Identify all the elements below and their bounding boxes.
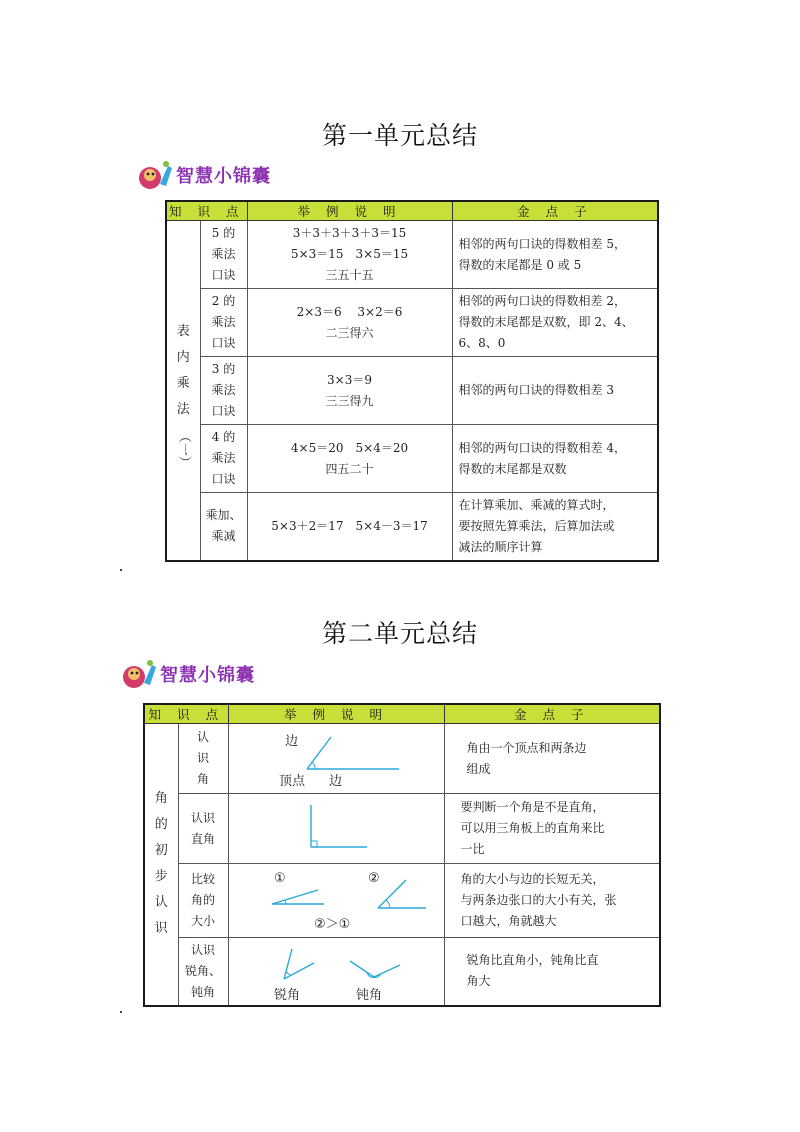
knowledge-point-cell: 4 的 乘法 口诀 [200,425,247,493]
knowledge-point-cell: 认识 直角 [178,794,228,864]
knowledge-point-cell: 比较 角的 大小 [178,864,228,938]
table-row [144,864,660,938]
side-label-top: 边 [285,733,299,749]
tip-cell: 角由一个顶点和两条边 组成 [444,724,660,794]
tip-cell: 相邻的两句口诀的得数相差 3 [452,357,658,425]
category-char: 角 [154,791,168,807]
header-example: 举 例 说 明 [228,704,444,724]
table-row [166,425,658,493]
tip-cell: 锐角比直角小，钝角比直 角大 [444,938,660,1006]
unit1-title: 第一单元总结 [321,121,478,150]
angle-compare-figure [236,866,436,936]
stray-mark [120,569,122,571]
example-cell [228,864,444,938]
table-row [166,289,658,357]
example-cell: 2×3＝6 3×2＝6 二三得六 [247,289,452,357]
unit2-tip-label: 智慧小锦囊 [160,665,255,686]
side-label-bottom: 边 [329,773,343,789]
header-tips: 金 点 子 [452,201,658,221]
example-cell: 5×3＋2＝17 5×4－3＝17 [247,493,452,561]
unit1-summary-table [165,200,659,562]
tip-cell: 相邻的两句口诀的得数相差 5， 得数的末尾都是 0 或 5 [452,221,658,289]
category-char: 识 [154,921,168,937]
category-char: 法 [176,402,190,418]
table-row [144,724,660,794]
example-cell: 3＋3＋3＋3＋3＝15 5×3＝15 3×5＝15 三五十五 [247,221,452,289]
unit2-tip-header [120,657,255,691]
tip-cell: 要判断一个角是不是直角， 可以用三角板上的直角来比 一比 [444,794,660,864]
unit2-title: 第二单元总结 [321,619,478,648]
category-char: 的 [154,817,168,833]
angle-figure [271,729,401,789]
right-angle-figure [271,799,401,859]
knowledge-point-cell: 认识 锐角、 钝角 [178,938,228,1006]
category-char: 初 [154,843,168,859]
example-cell [228,794,444,864]
angle1-label: ① [274,870,286,886]
tip-cell: 相邻的两句口诀的得数相差 2， 得数的末尾都是双数，即 2、4、 6、8、0 [452,289,658,357]
example-cell: 4×5＝20 5×4＝20 四五二十 [247,425,452,493]
unit2-summary-table [143,703,661,1007]
mascot-icon [120,657,158,691]
example-cell [228,938,444,1006]
acute-label: 锐角 [274,988,301,1004]
example-cell: 3×3＝9 三三得九 [247,357,452,425]
unit2-category [144,724,178,1006]
vertex-label: 顶点 [279,773,306,789]
acute-obtuse-figure [236,939,436,1003]
table-row [166,357,658,425]
category-char: 步 [154,869,168,885]
knowledge-point-cell: 乘加、 乘减 [200,493,247,561]
tip-cell: 角的大小与边的长短无关， 与两条边张口的大小有关，张 口越大，角就越大 [444,864,660,938]
table-header-row [166,201,658,221]
category-char: 乘 [176,376,190,392]
header-tips: 金 点 子 [444,704,660,724]
unit1-category [166,221,200,561]
stray-mark [120,1011,122,1013]
knowledge-point-cell: 3 的 乘法 口诀 [200,357,247,425]
unit1-tip-label: 智慧小锦囊 [176,166,271,187]
header-example: 举 例 说 明 [247,201,452,221]
table-header-row [144,704,660,724]
table-row [144,938,660,1006]
tip-cell: 在计算乘加、乘减的算式时， 要按照先算乘法，后算加法或 减法的顺序计算 [452,493,658,561]
tip-cell: 相邻的两句口诀的得数相差 4， 得数的末尾都是双数 [452,425,658,493]
angle2-label: ② [368,870,380,886]
category-char: 表 [176,324,190,340]
table-row [166,493,658,561]
category-char: 认 [154,895,168,911]
obtuse-label: 钝角 [356,988,383,1004]
knowledge-point-cell: 认 识 角 [178,724,228,794]
table-row [144,794,660,864]
example-cell [228,724,444,794]
knowledge-point-cell: 2 的 乘法 口诀 [200,289,247,357]
compare-label: ②＞① [314,916,351,932]
table-row [166,221,658,289]
unit1-tip-header [136,158,271,192]
category-char: 内 [176,350,190,366]
header-knowledge-point: 知 识 点 [144,704,228,724]
mascot-icon [136,158,174,192]
header-knowledge-point: 知 识 点 [166,201,247,221]
knowledge-point-cell: 5 的 乘法 口诀 [200,221,247,289]
category-paren: （一） [176,430,192,470]
